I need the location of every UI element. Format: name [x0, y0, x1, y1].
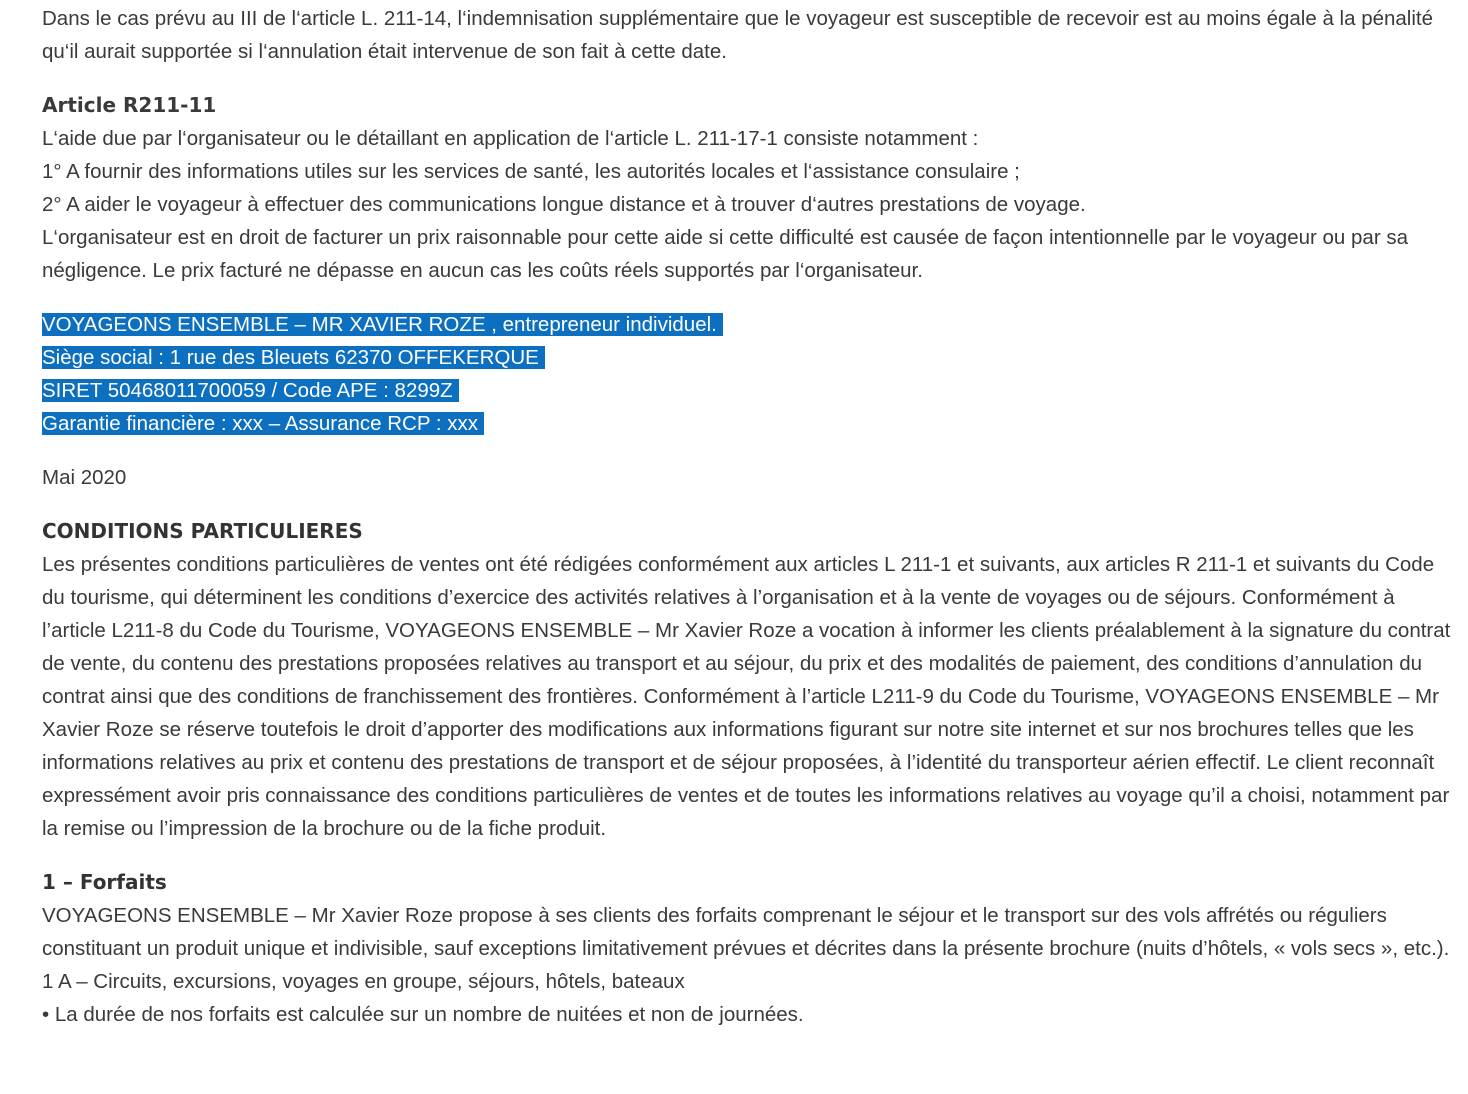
- article-line: 2° A aider le voyageur à effectuer des communications longue distance et à trouver d‘autres prestations de voyage.: [42, 193, 1086, 216]
- company-guarantee-line: Garantie financière : xxx – Assurance RCP : xxx: [42, 412, 484, 435]
- article-line: L‘organisateur est en droit de facturer un prix raisonnable pour cette aide si cette difficulté est causée de façon intentionnelle par le voyageur ou par sa négligence. Le prix facturé ne dépasse en aucun cas les coûts réels supportés par l‘organisateur.: [42, 226, 1408, 282]
- forfaits-paragraph: VOYAGEONS ENSEMBLE – Mr Xavier Roze propose à ses clients des forfaits comprenant le séjour et le transport sur des vols affrétés ou réguliers constituant un produit unique et indivisible, sauf exceptions limitativement prévues et décrites dans la présente brochure (nuits d’hôtels, « vols secs », etc.).: [42, 904, 1450, 960]
- company-info[interactable]: [42, 308, 1452, 440]
- conditions-section: [42, 515, 1452, 845]
- company-siret-line: SIRET 50468011700059 / Code APE : 8299Z: [42, 379, 459, 402]
- company-address-line: Siège social : 1 rue des Bleuets 62370 OFFEKERQUE: [42, 346, 545, 369]
- date-line: Mai 2020: [42, 466, 127, 489]
- article-line: 1° A fournir des informations utiles sur les services de santé, les autorités locales et l‘assistance consulaire ;: [42, 160, 1020, 183]
- conditions-paragraph: Les présentes conditions particulières de ventes ont été rédigées conformément aux articles L 211-1 et suivants, aux articles R 211-1 et suivants du Code du tourisme, qui déterminent les conditions d’exercice des activités relatives à l’organisation et à la vente de voyages ou de séjours. Conformément à l’article L211-8 du Code du Tourisme, VOYAGEONS ENSEMBLE – Mr Xavier Roze a vocation à informer les clients préalablement à la signature du contrat de vente, du contenu des prestations proposées relatives au transport et au séjour, du prix et des modalités de paiement, des conditions d’annulation du contrat ainsi que des conditions de franchissement des frontières. Conformément à l’article L211-9 du Code du Tourisme, VOYAGEONS ENSEMBLE – Mr Xavier Roze se réserve toutefois le droit d’apporter des modifications aux informations figurant sur notre site internet et sur nos brochures telles que les informations relatives au prix et contenu des prestations de transport et de séjour proposées, à l’identité du transporteur aérien effectif. Le client reconnaît expressément avoir pris connaissance des conditions particulières de ventes et de toutes les informations relatives au voyage qu’il a choisi, notamment par la remise ou l’impression de la brochure ou de la fiche produit.: [42, 553, 1451, 840]
- company-name-line: VOYAGEONS ENSEMBLE – MR XAVIER ROZE , entrepreneur individuel.: [42, 313, 723, 336]
- forfaits-section: [42, 866, 1452, 1031]
- intro-paragraph: Dans le cas prévu au III de l‘article L. 211-14, l‘indemnisation supplémentaire que le voyageur est susceptible de recevoir est au moins égale à la pénalité qu‘il aurait supportée si l‘annulation était intervenue de son fait à cette date.: [42, 7, 1434, 63]
- article-heading: Article R211-11: [42, 93, 217, 117]
- document-body: [42, 2, 1452, 1052]
- article-section: [42, 89, 1452, 287]
- forfaits-heading: 1 – Forfaits: [42, 870, 167, 894]
- forfaits-subheading: 1 A – Circuits, excursions, voyages en groupe, séjours, hôtels, bateaux: [42, 970, 685, 993]
- conditions-heading: CONDITIONS PARTICULIERES: [42, 519, 363, 543]
- article-line: L‘aide due par l‘organisateur ou le détaillant en application de l‘article L. 211-17-1 consiste notamment :: [42, 127, 979, 150]
- forfaits-bullet: • La durée de nos forfaits est calculée sur un nombre de nuitées et non de journées.: [42, 1003, 804, 1026]
